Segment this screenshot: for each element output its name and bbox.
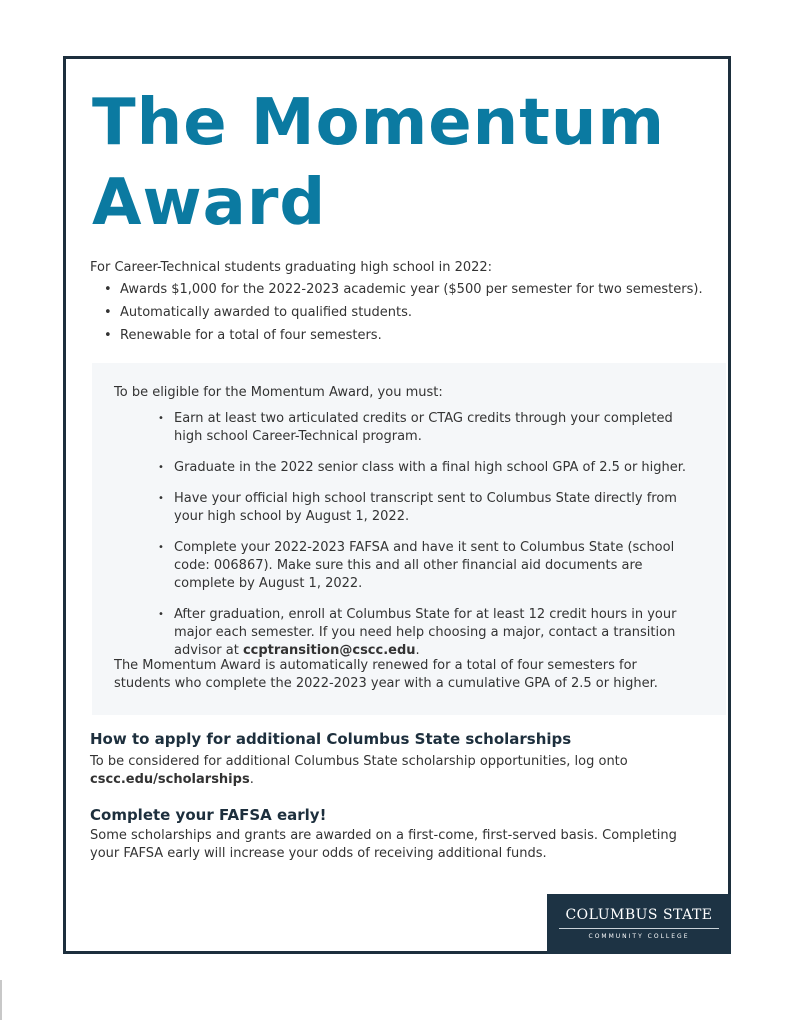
requirement-text-end: . [415, 643, 420, 658]
flyer-frame [63, 56, 731, 954]
fafsa-text: Some scholarships and grants are awarded on a first-come, first-served basis. Completing your FAFSA early will increase your odds of receiving additional funds. [90, 828, 677, 861]
columbus-state-logo [547, 894, 731, 954]
award-details-list [90, 281, 710, 350]
apply-text-end: . [249, 772, 254, 787]
advisor-email-link[interactable]: ccptransition@cscc.edu [242, 643, 416, 658]
requirement-item: • Graduate in the 2022 senior class with a final high school GPA of 2.5 or higher. [144, 459, 704, 477]
scan-edge-line [0, 980, 2, 1020]
fafsa-heading: Complete your FAFSA early! [90, 806, 327, 824]
apply-text-body: To be considered for additional Columbus State scholarship opportunities, log onto [90, 754, 628, 769]
eligibility-lead: To be eligible for the Momentum Award, you must: [114, 385, 443, 400]
renewal-note: The Momentum Award is automatically renewed for a total of four semesters for students who complete the 2022-2023 year with a cumulative GPA of 2.5 or higher. [114, 658, 658, 691]
eligibility-requirements-list [144, 410, 704, 673]
scholarships-link[interactable]: cscc.edu/scholarships [90, 772, 250, 787]
apply-heading: How to apply for additional Columbus State scholarships [90, 730, 572, 748]
logo-divider [559, 928, 719, 929]
apply-text [90, 753, 690, 789]
requirement-item: • Have your official high school transcript sent to Columbus State directly from your high school by August 1, 2022. [144, 490, 704, 526]
requirement-text: After graduation, enroll at Columbus State for at least 12 credit hours in your major each semester. If you need help choosing a major, contact a transition advisor at [174, 607, 677, 658]
logo-name: COLUMBUS STATE [565, 907, 713, 923]
requirement-item [144, 606, 704, 660]
intro-lead: For Career-Technical students graduating high school in 2022: [90, 260, 493, 275]
award-detail-item: • Awards $1,000 for the 2022-2023 academic year ($500 per semester for two semesters). [90, 281, 710, 299]
award-detail-item: • Automatically awarded to qualified students. [90, 304, 710, 322]
logo-subtitle: COMMUNITY COLLEGE [588, 933, 690, 940]
requirement-item: • Earn at least two articulated credits or CTAG credits through your completed high school Career-Technical program. [144, 410, 704, 446]
page-title: The Momentum Award [92, 86, 666, 240]
requirement-item: • Complete your 2022-2023 FAFSA and have it sent to Columbus State (school code: 006867). Make sure this and all other financial aid documents are complete by August 1, 2022. [144, 539, 704, 593]
award-detail-item: • Renewable for a total of four semesters. [90, 327, 710, 345]
